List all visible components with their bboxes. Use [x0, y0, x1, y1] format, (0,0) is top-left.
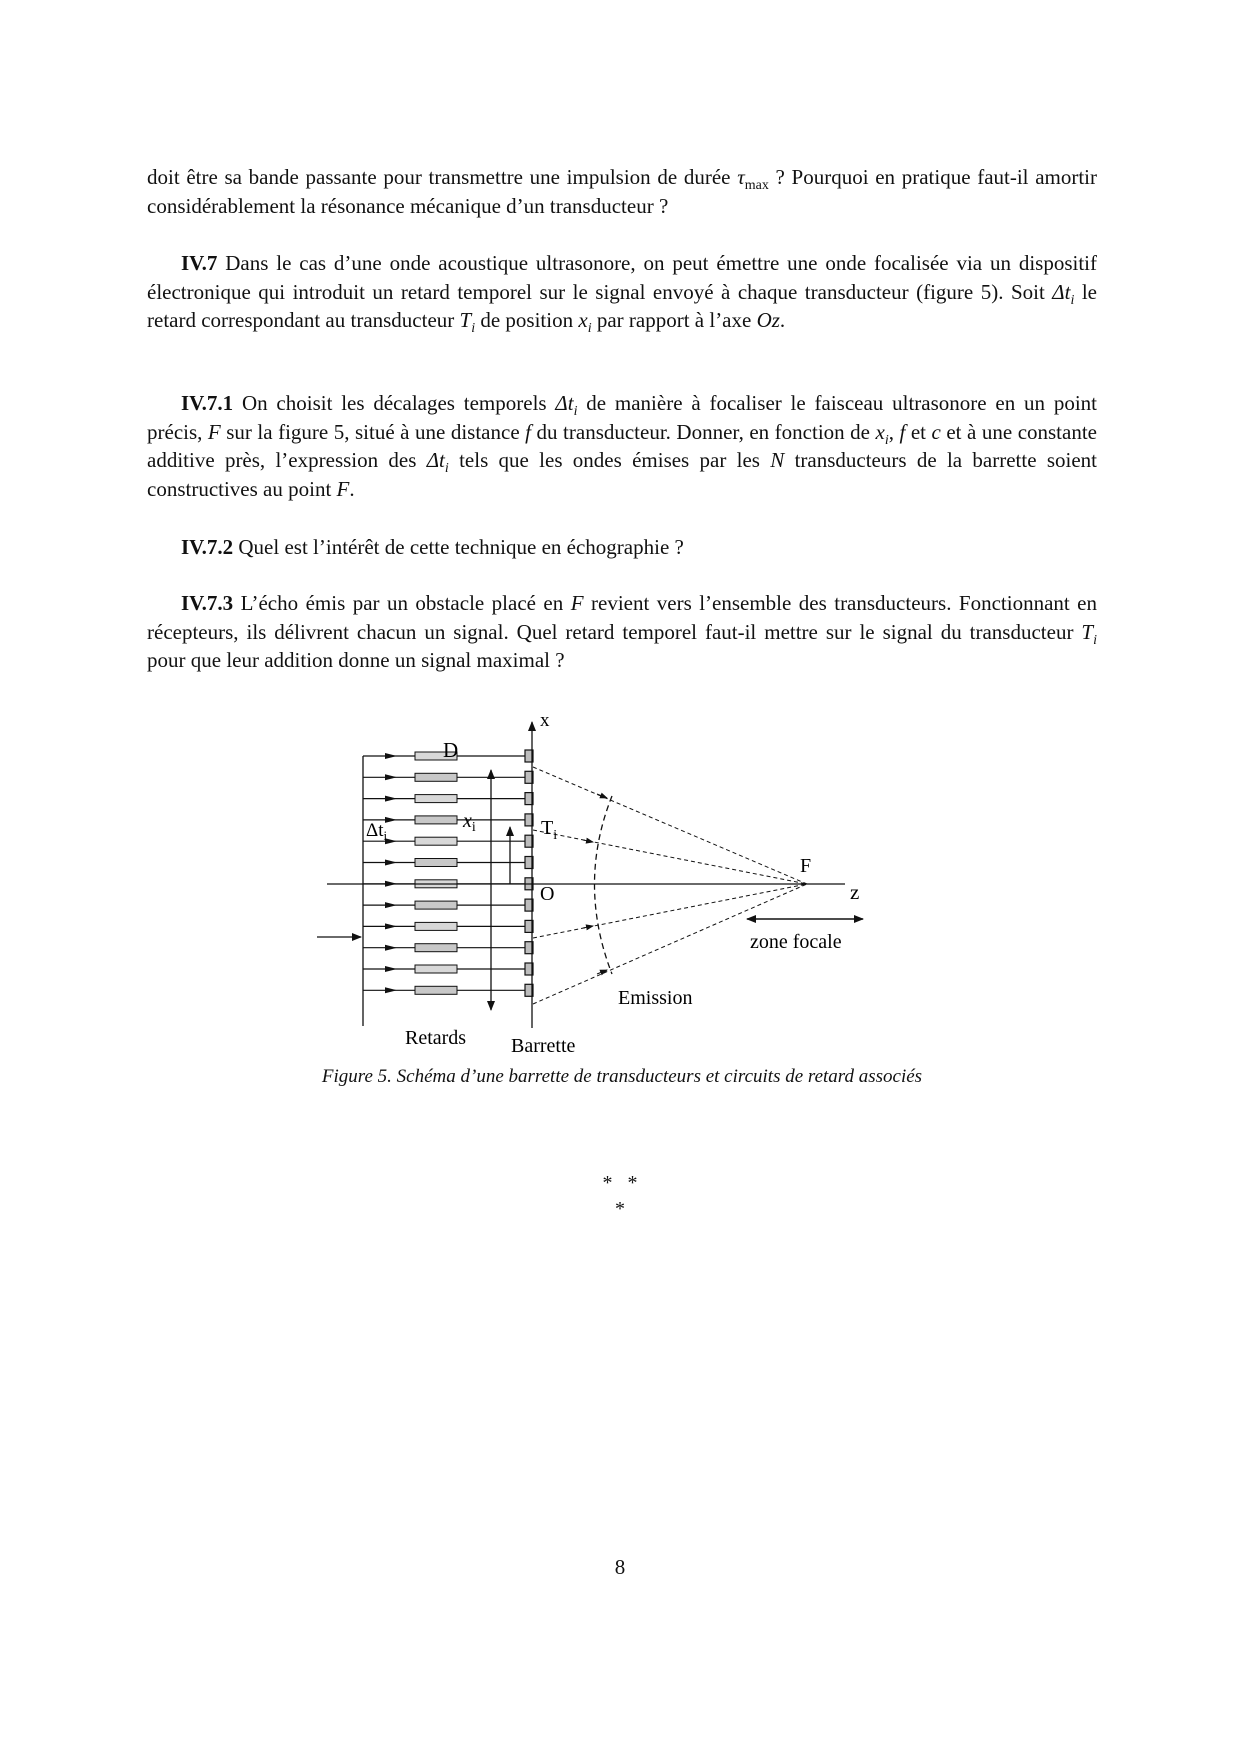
- signal-arrow: [385, 860, 397, 866]
- math: f: [899, 419, 906, 444]
- math: T: [1081, 619, 1094, 644]
- delay-rows: [363, 750, 533, 996]
- delay-element: [415, 901, 457, 909]
- z-axis-label: z: [850, 880, 860, 904]
- text: ? Pourquoi en pratique faut-il amortir considérablement la résonance mécanique d’un transducteur ?: [147, 165, 1098, 218]
- D-label: D: [443, 738, 459, 762]
- stars-bottom: *: [615, 1198, 625, 1220]
- math-tau: τ: [737, 165, 745, 189]
- delay-element: [415, 773, 457, 781]
- origin-label: O: [540, 883, 555, 905]
- text: tels que les ondes émises par les: [448, 448, 771, 472]
- signal-arrow: [385, 796, 397, 802]
- paragraph-iv71: [147, 389, 1097, 503]
- math-sub: i: [471, 321, 476, 337]
- text: doit être sa bande passante pour transmettre une impulsion de durée: [147, 165, 738, 189]
- text: Quel est l’intérêt de cette technique en échographie ?: [233, 535, 684, 559]
- section-separator: [0, 1170, 1240, 1222]
- barrette-label: Barrette: [511, 1035, 576, 1057]
- text: transducteurs de la barrette soient constructives au point: [147, 448, 1097, 501]
- text: Dans le cas d’une onde acoustique ultrasonore, on peut émettre une onde focalisée via un dispositif électronique qui introduit un retard temporel sur le signal envoyé à chaque transducteur (figure 5). Soit: [147, 251, 1097, 304]
- signal-arrow: [385, 923, 397, 929]
- paragraph-iv72: [147, 533, 1097, 562]
- signal-arrow: [385, 966, 397, 972]
- math: f: [525, 419, 532, 444]
- question-number: IV.7: [181, 251, 218, 275]
- question-number: IV.7.1: [181, 391, 234, 415]
- text: On choisit les décalages temporels: [233, 391, 556, 415]
- emission-label: Emission: [618, 987, 693, 1009]
- delay-element: [415, 816, 457, 824]
- math-sub: i: [587, 321, 592, 337]
- math-sub: i: [1070, 292, 1075, 308]
- math: Δt: [1052, 279, 1071, 304]
- ray-lower: [533, 884, 807, 938]
- transducer-array-diagram: [315, 712, 935, 1062]
- math-sub: i: [1093, 632, 1097, 648]
- text: L’écho émis par un obstacle placé en: [233, 591, 571, 615]
- math: F: [570, 591, 584, 615]
- ray-ti: [533, 830, 807, 884]
- figure-caption: Figure 5. Schéma d’une barrette de transducteurs et circuits de retard associés: [321, 1066, 923, 1087]
- math-sub: i: [573, 404, 578, 420]
- emission-wavefront: [595, 796, 613, 974]
- text: du transducteur. Donner, en fonction de: [531, 419, 876, 444]
- math: c: [931, 419, 941, 444]
- math: T: [459, 308, 472, 332]
- text: de manière à focaliser le faisceau ultrasonore en un point précis,: [147, 391, 1097, 444]
- delay-element: [415, 986, 457, 994]
- delay-element: [415, 922, 457, 930]
- text: par rapport à l’axe: [591, 308, 757, 332]
- text: ,: [888, 419, 900, 444]
- text: et à une constante additive près, l’expression des: [147, 419, 1097, 472]
- zone-focale-label: zone focale: [750, 931, 842, 953]
- math-sub: max: [744, 178, 769, 194]
- signal-arrow: [385, 753, 397, 759]
- math: F: [207, 419, 221, 444]
- ray-arrowhead: [583, 840, 593, 842]
- delay-element: [415, 965, 457, 973]
- signal-arrow: [385, 902, 397, 908]
- ray-arrowhead: [597, 794, 607, 798]
- text: sur la figure 5, situé à une distance: [220, 419, 526, 444]
- math: x: [875, 419, 885, 444]
- question-number: IV.7.3: [181, 591, 234, 615]
- text: pour que leur addition donne un signal maximal ?: [147, 648, 565, 672]
- math: N: [770, 448, 785, 472]
- Ti-label: $T_i$: [541, 817, 558, 843]
- retards-label: Retards: [405, 1027, 467, 1049]
- text: le retard correspondant au transducteur: [147, 279, 1097, 332]
- signal-arrow: [385, 774, 397, 780]
- math: Δt: [426, 448, 445, 472]
- math: Δt: [555, 391, 574, 415]
- page-number: 8: [614, 1555, 626, 1579]
- delay-element: [415, 859, 457, 867]
- delay-element: [415, 944, 457, 952]
- math: x: [578, 308, 588, 332]
- signal-arrow: [385, 817, 397, 823]
- text: revient vers l’ensemble des transducteurs. Fonctionnant en récepteurs, ils délivrent chacun un signal. Quel retard temporel faut-il mettre sur le signal du transducteur: [147, 591, 1097, 644]
- xi-label: $x_i$: [463, 810, 476, 835]
- text: et: [905, 419, 932, 444]
- text: .: [779, 308, 786, 332]
- question-number: IV.7.2: [181, 535, 234, 559]
- delay-element: [415, 795, 457, 803]
- paragraph-iv73: [147, 589, 1097, 675]
- signal-arrow: [385, 987, 397, 993]
- focal-point-label: F: [800, 855, 812, 877]
- ray-arrowhead: [583, 926, 593, 928]
- text: de position: [475, 308, 579, 332]
- math: F: [336, 476, 350, 501]
- math-sub: i: [444, 461, 449, 477]
- text: .: [349, 476, 355, 501]
- math-sub: i: [884, 432, 889, 448]
- stars-top: * *: [602, 1172, 638, 1194]
- math: Oz: [756, 308, 780, 332]
- delta-ti-label: $\Delta t_i$: [366, 820, 388, 843]
- signal-arrow: [385, 945, 397, 951]
- delay-element: [415, 837, 457, 845]
- x-axis-label: x: [540, 712, 550, 731]
- ray-top: [533, 767, 807, 884]
- paragraph-intro: [147, 163, 1097, 220]
- paragraph-iv7: [147, 249, 1097, 335]
